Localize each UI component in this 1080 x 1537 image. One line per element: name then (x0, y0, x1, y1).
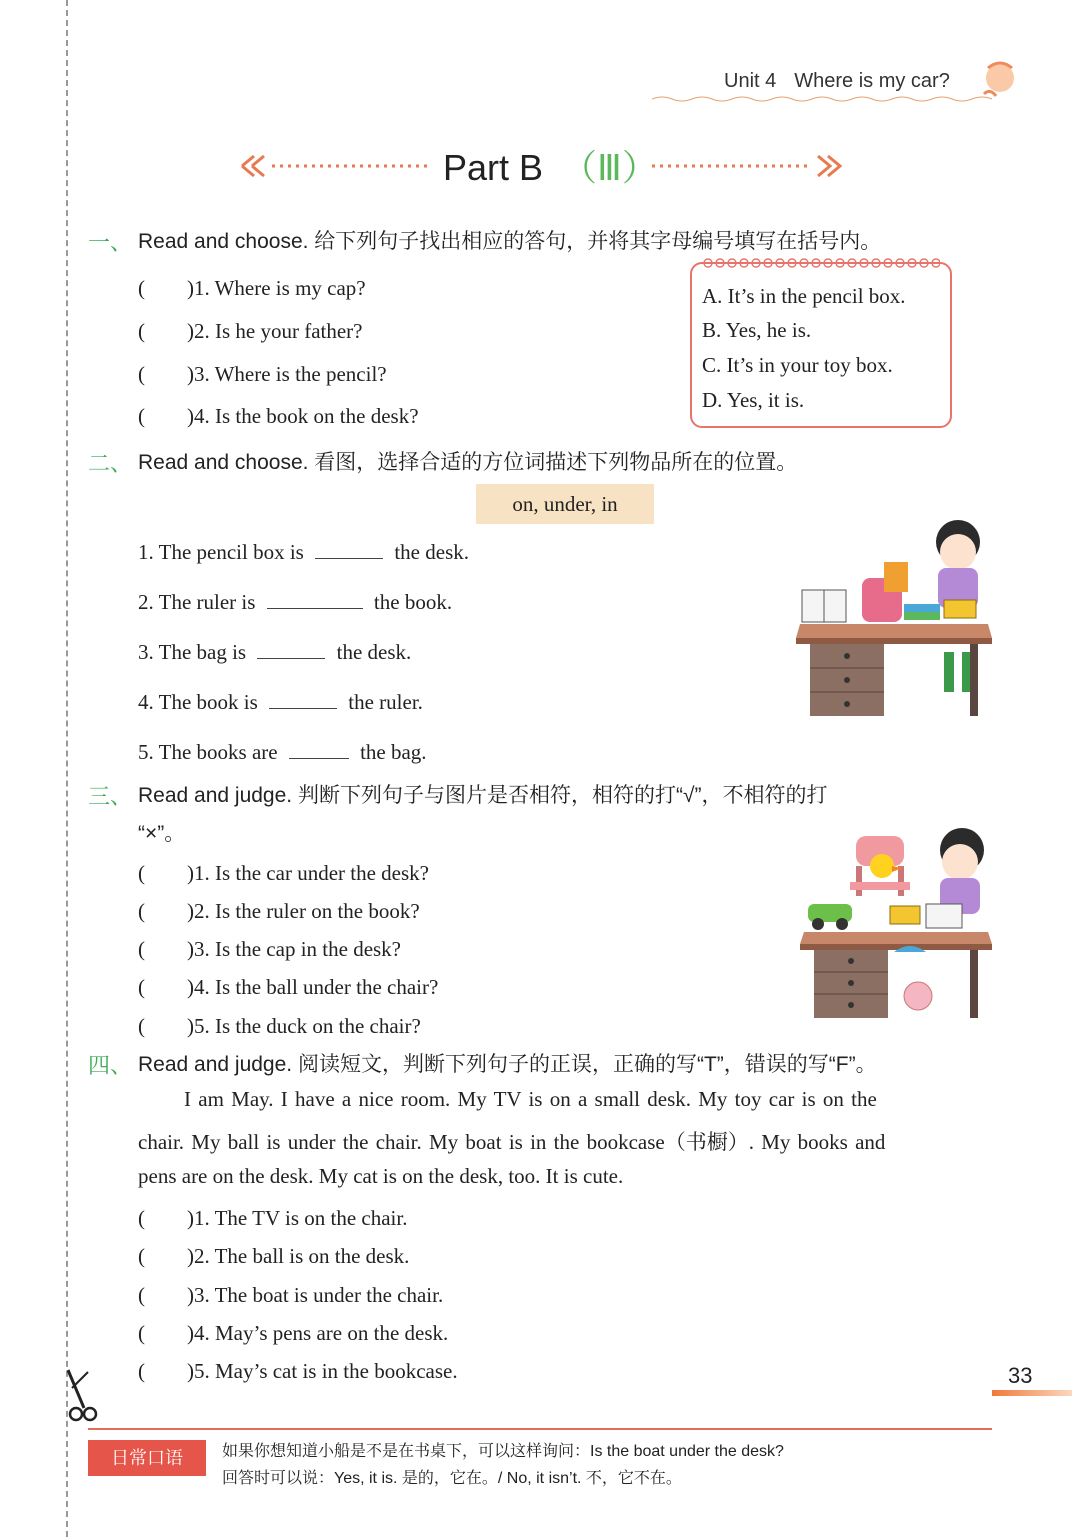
section4-question: ( )3. The boat is under the chair. (138, 1283, 444, 1307)
passage-line: I am May. I have a nice room. My TV is on a small desk. My toy car is on the (184, 1087, 877, 1111)
section1-question: ( )2. Is he your father? (138, 319, 363, 343)
unit-title: Where is my car? (794, 70, 950, 92)
footer-tip-line: 如果你想知道小船是不是在书桌下，可以这样询问：Is the boat under the desk? (222, 1443, 784, 1460)
section1-number: 一、 (88, 230, 133, 255)
answer-blank[interactable] (289, 740, 349, 759)
passage-line: pens are on the desk. My cat is on the desk, too. It is cute. (138, 1164, 624, 1188)
scissors-icon (62, 1368, 102, 1428)
footer-tip-line: 回答时可以说：Yes, it is. 是的，它在。/ No, it isn’t. 不，它不在。 (222, 1470, 682, 1487)
title-decor-right (650, 152, 845, 180)
passage-line: chair. My ball is under the chair. My boat is in the bookcase（书橱）. My books and (138, 1130, 886, 1154)
word-bank (476, 484, 654, 524)
section2-item (138, 540, 469, 565)
section2-item (138, 590, 452, 615)
section2-item (138, 690, 423, 715)
section4-question: ( )1. The TV is on the chair. (138, 1206, 408, 1230)
section3-question: ( )4. Is the ball under the chair? (138, 975, 439, 999)
notebook-spiral (702, 256, 940, 270)
footer-divider (88, 1428, 992, 1430)
item-text: 1. The pencil box is (138, 540, 304, 564)
answer-blank[interactable] (257, 640, 325, 659)
item-text: the desk. (394, 540, 469, 564)
section3-number: 三、 (88, 784, 133, 809)
answer-blank[interactable] (269, 690, 337, 709)
item-text: the book. (373, 590, 453, 614)
mascot-icon (978, 58, 1020, 104)
item-text: the ruler. (348, 690, 423, 714)
answer-option: A. It’s in the pencil box. (702, 284, 906, 308)
answer-option: D. Yes, it is. (702, 388, 805, 412)
item-text: 3. The bag is (138, 640, 247, 664)
page-number-bar (992, 1390, 1072, 1396)
header-decor-line (652, 95, 1002, 105)
section3-question: ( )1. Is the car under the desk? (138, 861, 429, 885)
section4-question: ( )5. May’s cat is in the bookcase. (138, 1359, 458, 1383)
section3-question: ( )5. Is the duck on the chair? (138, 1014, 421, 1038)
answer-blank[interactable] (315, 540, 383, 559)
cut-line (66, 0, 68, 1537)
section4-instruction: Read and judge. 阅读短文，判断下列句子的正误，正确的写“T”，错误的写“F”。 (138, 1053, 877, 1076)
section3-instruction: Read and judge. 判断下列句子与图片是否相符，相符的打“√”，不相符的打 (138, 784, 828, 807)
section3-instruction-cont: “×”。 (138, 822, 186, 845)
part-title-text: Part B (443, 147, 544, 188)
answer-blank[interactable] (267, 590, 363, 609)
section1-question: ( )1. Where is my cap? (138, 276, 366, 300)
section2-number: 二、 (88, 451, 133, 476)
section4-question: ( )2. The ball is on the desk. (138, 1244, 410, 1268)
section1-question: ( )4. Is the book on the desk? (138, 404, 419, 428)
title-decor-left (238, 152, 433, 180)
section1-question: ( )3. Where is the pencil? (138, 362, 387, 386)
unit-label: Unit 4 (724, 70, 777, 92)
page-number: 33 (1008, 1363, 1033, 1388)
unit-header (724, 70, 950, 93)
word-bank-text: on, under, in (512, 492, 618, 516)
item-text: 2. The ruler is (138, 590, 256, 614)
part-number: （Ⅲ） (561, 147, 658, 188)
section4-number: 四、 (88, 1053, 133, 1078)
part-title (443, 140, 658, 191)
section2-item (138, 640, 411, 665)
item-text: the desk. (336, 640, 412, 664)
section2-item (138, 740, 427, 765)
section2-instruction: Read and choose. 看图，选择合适的方位词描述下列物品所在的位置。 (138, 451, 798, 474)
desk-illustration-2 (798, 828, 996, 1020)
item-text: 4. The book is (138, 690, 258, 714)
section1-instruction: Read and choose. 给下列句子找出相应的答句，并将其字母编号填写在括号内。 (138, 230, 882, 253)
item-text: the bag. (360, 740, 427, 764)
section3-question: ( )3. Is the cap in the desk? (138, 937, 402, 961)
section3-question: ( )2. Is the ruler on the book? (138, 899, 420, 923)
item-text: 5. The books are (138, 740, 278, 764)
answer-option: C. It’s in your toy box. (702, 353, 893, 377)
answer-option: B. Yes, he is. (702, 318, 812, 342)
desk-illustration-1 (792, 512, 996, 720)
daily-phrase-tag: 日常口语 (88, 1440, 206, 1476)
section4-question: ( )4. May’s pens are on the desk. (138, 1321, 449, 1345)
